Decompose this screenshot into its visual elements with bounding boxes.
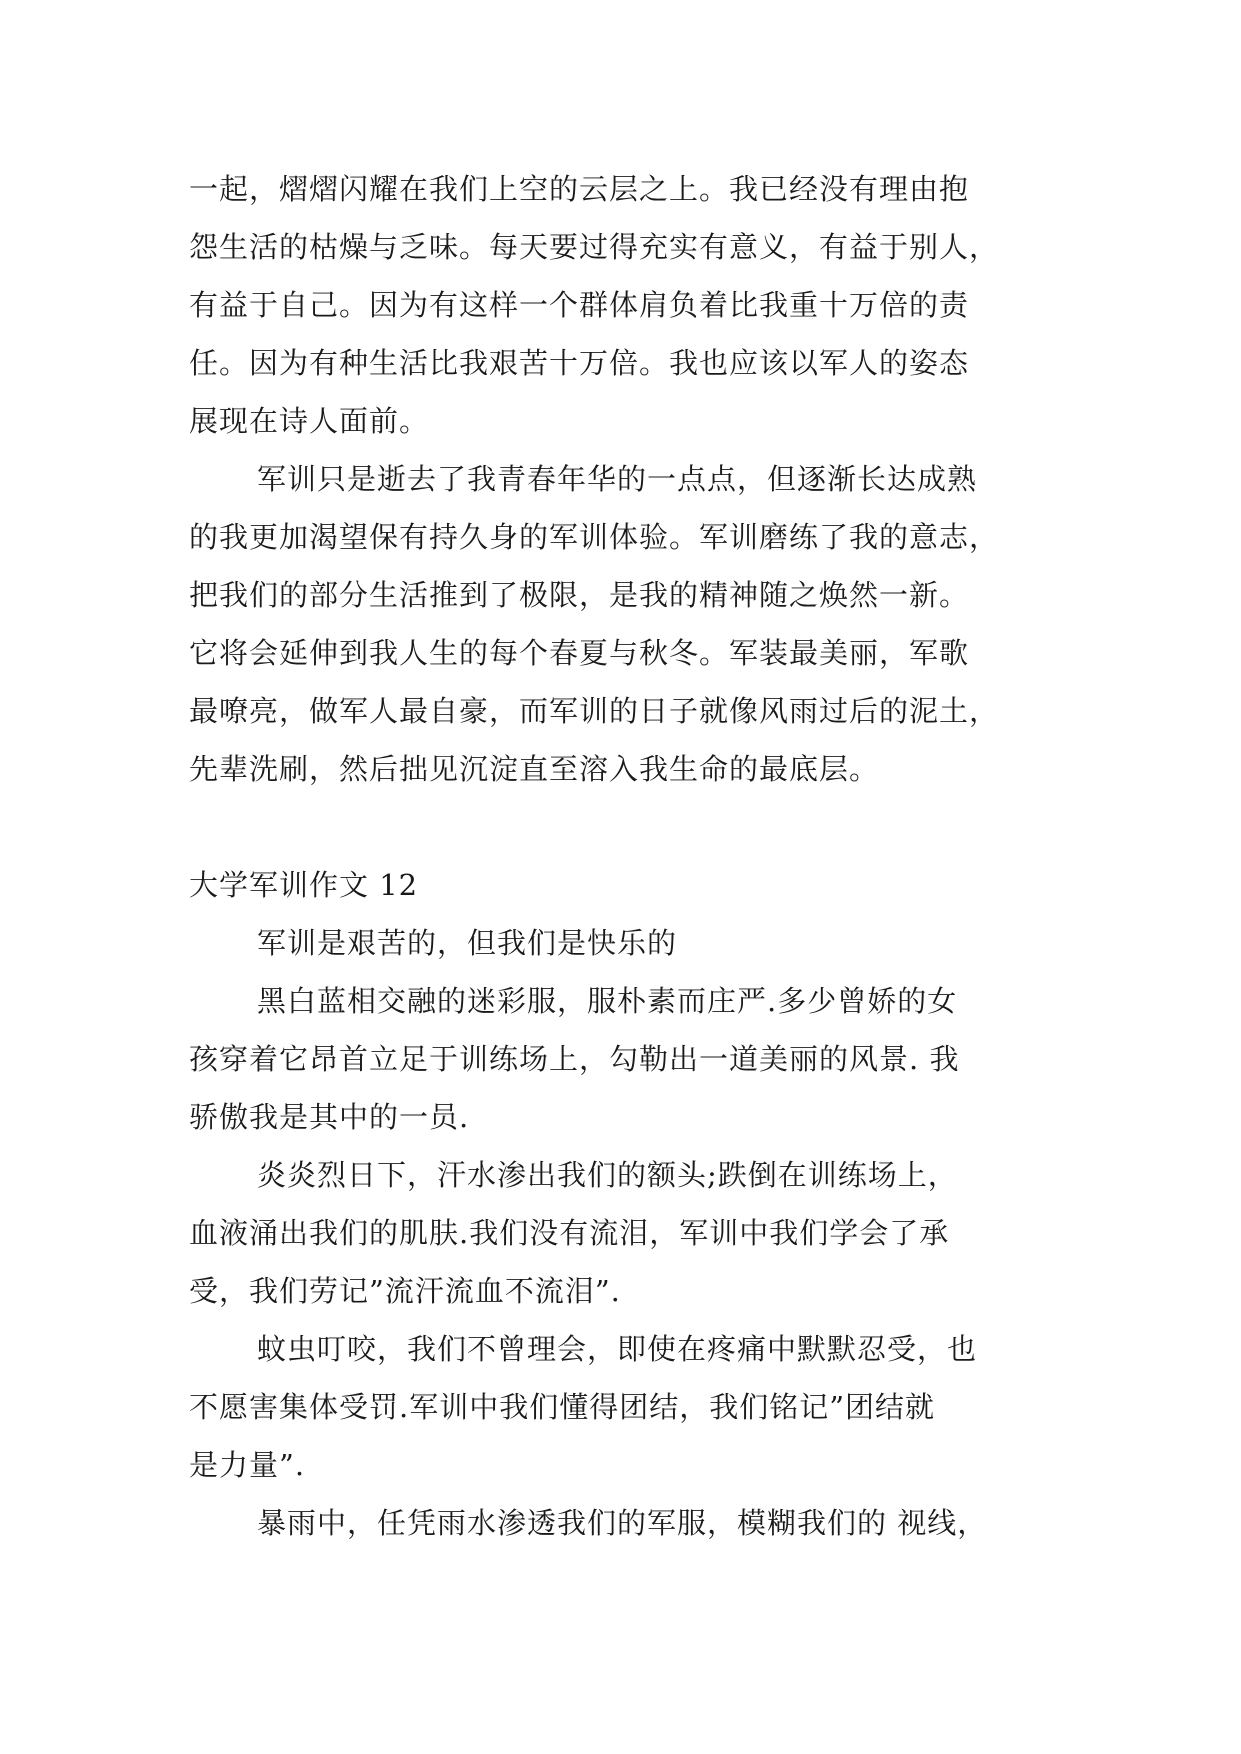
paragraph (189, 914, 1069, 972)
paragraph (189, 1494, 1069, 1552)
paragraph (189, 1320, 1069, 1494)
paragraph (189, 1146, 1069, 1320)
text-line: 蚊虫叮咬，我们不曾理会，即使在疼痛中默默忍受，也 (257, 1332, 978, 1366)
text-line: 炎炎烈日下，汗水渗出我们的额头;跌倒在训练场上， (257, 1158, 958, 1192)
section-gap (189, 798, 1069, 856)
text-line: 受，我们劳记”流汗流血不流泪”. (189, 1274, 621, 1308)
paragraph (189, 450, 1069, 798)
text-line: 把我们的部分生活推到了极限，是我的精神随之焕然一新。 (189, 578, 970, 612)
text-line: 一起，熠熠闪耀在我们上空的云层之上。我已经没有理由抱 (189, 172, 970, 206)
text-line: 展现在诗人面前。 (189, 404, 430, 438)
text-line: 血液涌出我们的肌肤.我们没有流泪，军训中我们学会了承 (189, 1216, 950, 1250)
paragraph (189, 972, 1069, 1146)
text-line: 军训只是逝去了我青春年华的一点点，但逐渐长达成熟 (257, 462, 978, 496)
paragraph (189, 160, 1069, 450)
text-line: 军训是艰苦的，但我们是快乐的 (257, 926, 678, 960)
text-line: 暴雨中，任凭雨水渗透我们的军服，模糊我们的 视线， (257, 1506, 988, 1540)
text-line: 孩穿着它昂首立足于训练场上，勾勒出一道美丽的风景. 我 (189, 1042, 960, 1076)
document-body (189, 160, 1069, 1552)
text-line: 最嘹亮，做军人最自豪，而军训的日子就像风雨过后的泥土， (189, 694, 1000, 728)
text-line: 怨生活的枯燥与乏味。每天要过得充实有意义，有益于别人， (189, 230, 1000, 264)
text-line: 任。因为有种生活比我艰苦十万倍。我也应该以军人的姿态 (189, 346, 970, 380)
section-heading: 大学军训作文 12 (189, 868, 419, 902)
text-line: 的我更加渴望保有持久身的军训体验。军训磨练了我的意志， (189, 520, 1000, 554)
text-line: 是力量”. (189, 1448, 306, 1482)
text-line: 骄傲我是其中的一员. (189, 1100, 470, 1134)
text-line: 它将会延伸到我人生的每个春夏与秋冬。军装最美丽，军歌 (189, 636, 970, 670)
text-line: 不愿害集体受罚.军训中我们懂得团结，我们铭记”团结就 (189, 1390, 936, 1424)
text-line: 有益于自己。因为有这样一个群体肩负着比我重十万倍的责 (189, 288, 970, 322)
text-line: 黑白蓝相交融的迷彩服，服朴素而庄严.多少曾娇的女 (257, 984, 958, 1018)
text-line: 先辈洗刷，然后拙见沉淀直至溶入我生命的最底层。 (189, 752, 880, 786)
